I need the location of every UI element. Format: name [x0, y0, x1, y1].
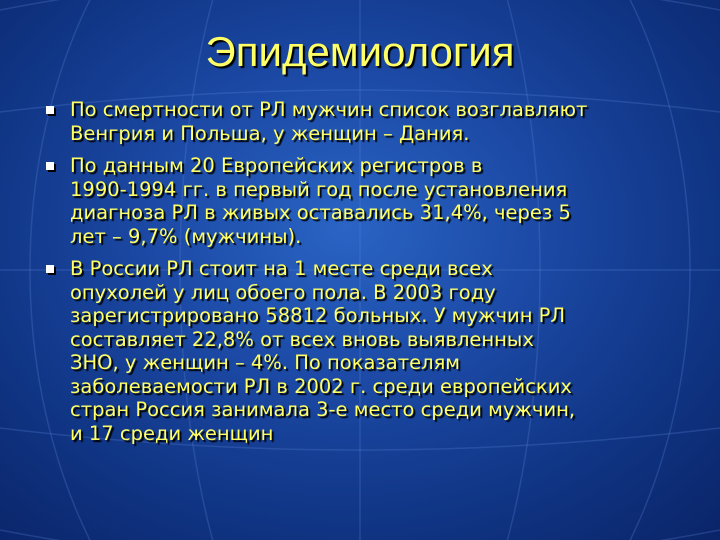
square-bullet-icon	[46, 106, 54, 114]
square-bullet-icon	[46, 162, 54, 170]
square-bullet-icon	[46, 265, 54, 273]
bullet-text: По смертности от РЛ мужчин список возглавляют Венгрия и Польша, у женщин – Дания.	[70, 98, 588, 145]
slide-title: Эпидемиология	[205, 28, 515, 75]
bullet-text: В России РЛ стоит на 1 месте среди всех опухолей у лиц обоего пола. В 2003 году зарегистрировано 58812 больных. У мужчин РЛ составляет 22,8% от всех вновь выявленных ЗНО, у женщин – 4%. По показателям заболеваемости РЛ в 2002 г. среди европейских стран Россия занимала 3-е место среди мужчин, и 17 среди женщин	[70, 257, 576, 445]
bullet-text: По данным 20 Европейских регистров в 1990-1994 гг. в первый год после установления диагноза РЛ в живых оставались 31,4%, через 5 лет – 9,7% (мужчины).	[70, 154, 571, 248]
bullet-list	[46, 98, 686, 454]
bullet-item	[46, 257, 686, 445]
bullet-item	[46, 154, 686, 248]
bullet-item	[46, 98, 686, 145]
